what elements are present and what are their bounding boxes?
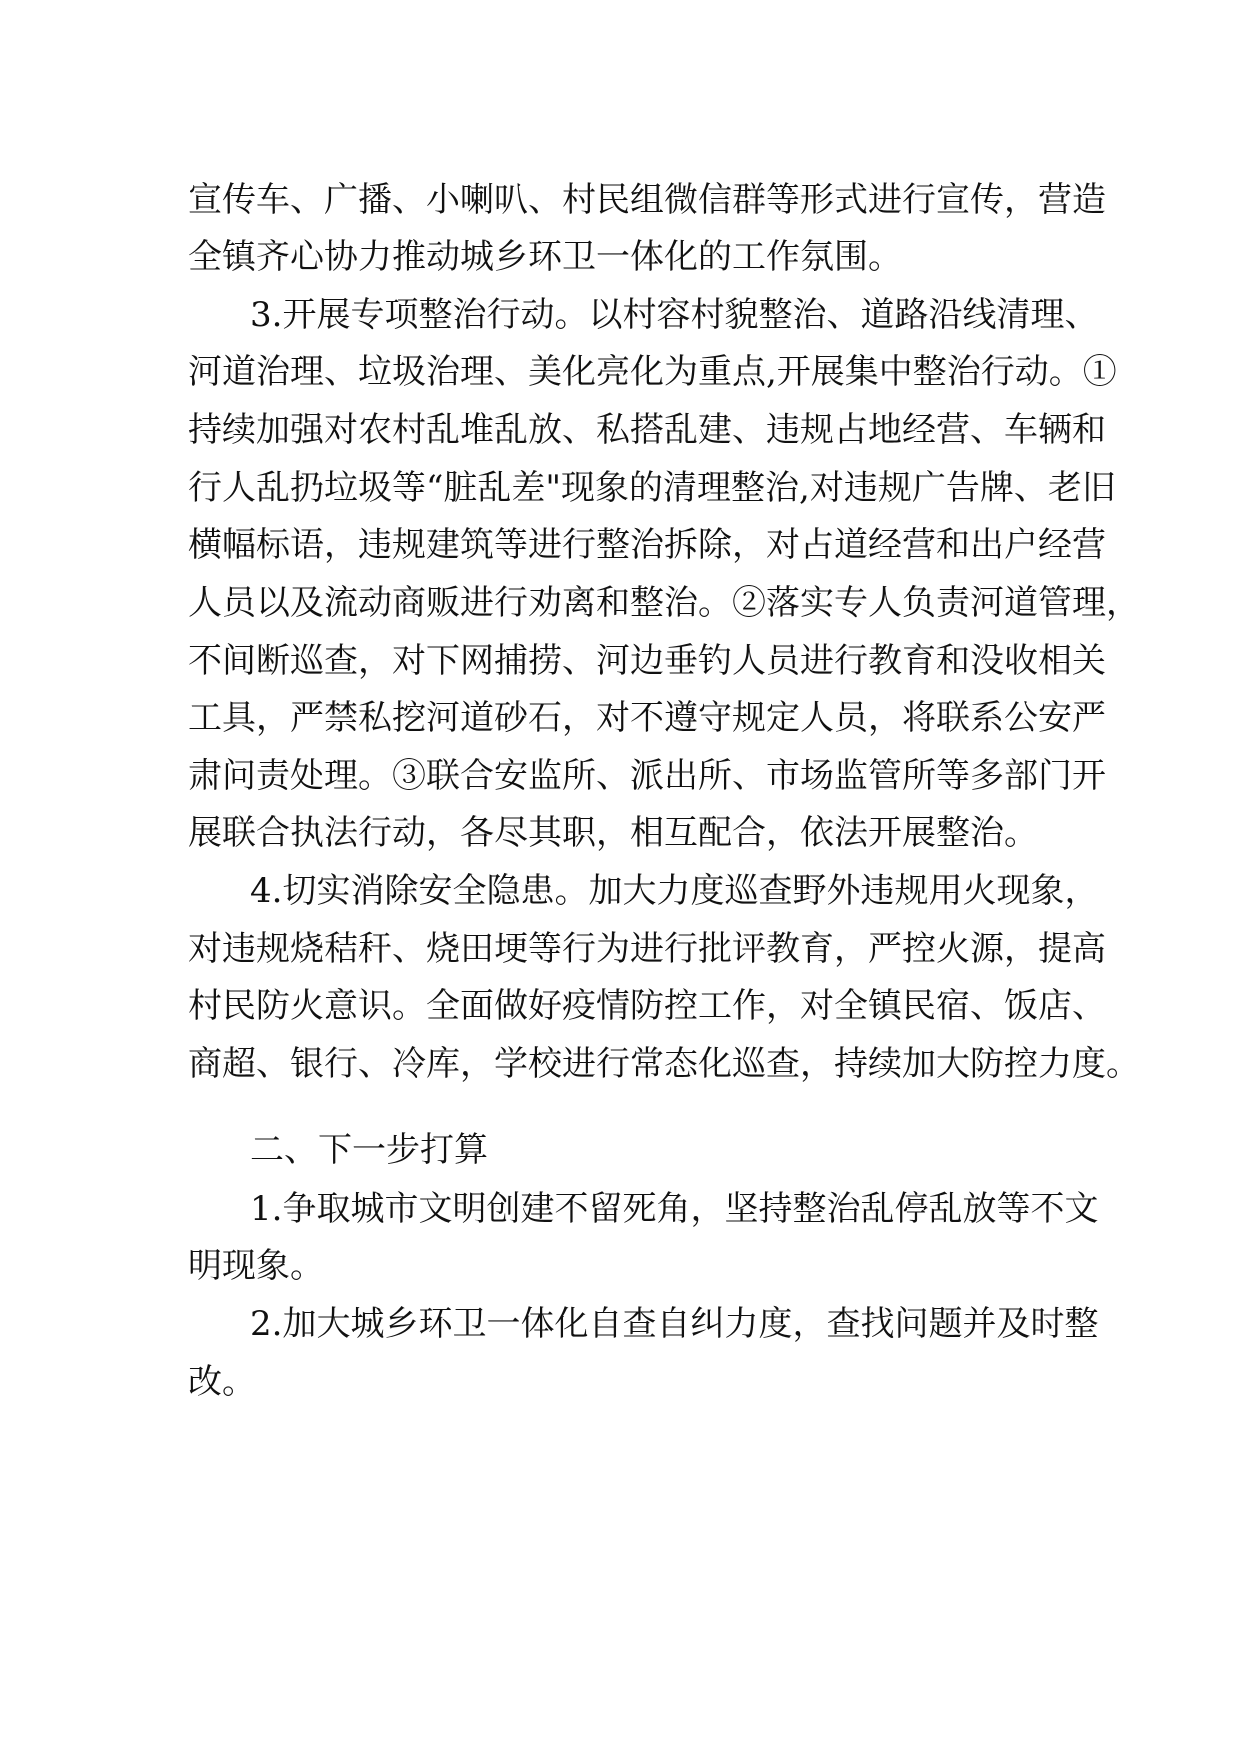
- body-text-line: 明现象。: [188, 1246, 324, 1286]
- paragraph-start-line: 2.加大城乡环卫一体化自查自纠力度，查找问题并及时整: [250, 1304, 1099, 1344]
- body-text-line: 行人乱扔垃圾等“脏乱差"现象的清理整治,对违规广告牌、老旧: [188, 468, 1116, 508]
- body-text-line: 商超、银行、冷库，学校进行常态化巡查，持续加大防控力度。: [188, 1044, 1140, 1084]
- body-text-line: 工具，严禁私挖河道砂石，对不遵守规定人员，将联系公安严: [188, 698, 1106, 738]
- body-text-line: 全镇齐心协力推动城乡环卫一体化的工作氛围。: [188, 237, 902, 277]
- body-text-line: 河道治理、垃圾治理、美化亮化为重点,开展集中整治行动。①: [188, 352, 1117, 392]
- body-text-line: 横幅标语，违规建筑等进行整治拆除，对占道经营和出户经营: [188, 525, 1106, 565]
- section-heading: 二、下一步打算: [250, 1130, 488, 1170]
- body-text-line: 改。: [188, 1362, 256, 1402]
- body-text-line: 对违规烧秸秆、烧田埂等行为进行批评教育，严控火源，提高: [188, 929, 1106, 969]
- paragraph-start-line: 1.争取城市文明创建不留死角，坚持整治乱停乱放等不文: [250, 1189, 1099, 1229]
- body-text-line: 持续加强对农村乱堆乱放、私搭乱建、违规占地经营、车辆和: [188, 410, 1106, 450]
- body-text-line: 展联合执法行动，各尽其职，相互配合，依法开展整治。: [188, 813, 1038, 853]
- body-text-line: 村民防火意识。全面做好疫情防控工作，对全镇民宿、饭店、: [188, 986, 1106, 1026]
- body-text-line: 人员以及流动商贩进行劝离和整治。②落实专人负责河道管理，: [188, 583, 1140, 623]
- body-text-line: 肃问责处理。③联合安监所、派出所、市场监管所等多部门开: [188, 756, 1106, 796]
- paragraph-start-line: 3.开展专项整治行动。以村容村貌整治、道路沿线清理、: [250, 295, 1099, 335]
- body-text-line: 宣传车、广播、小喇叭、村民组微信群等形式进行宣传，营造: [188, 180, 1106, 220]
- paragraph-start-line: 4.切实消除安全隐患。加大力度巡查野外违规用火现象，: [250, 871, 1099, 911]
- body-text-line: 不间断巡查，对下网捕捞、河边垂钓人员进行教育和没收相关: [188, 641, 1106, 681]
